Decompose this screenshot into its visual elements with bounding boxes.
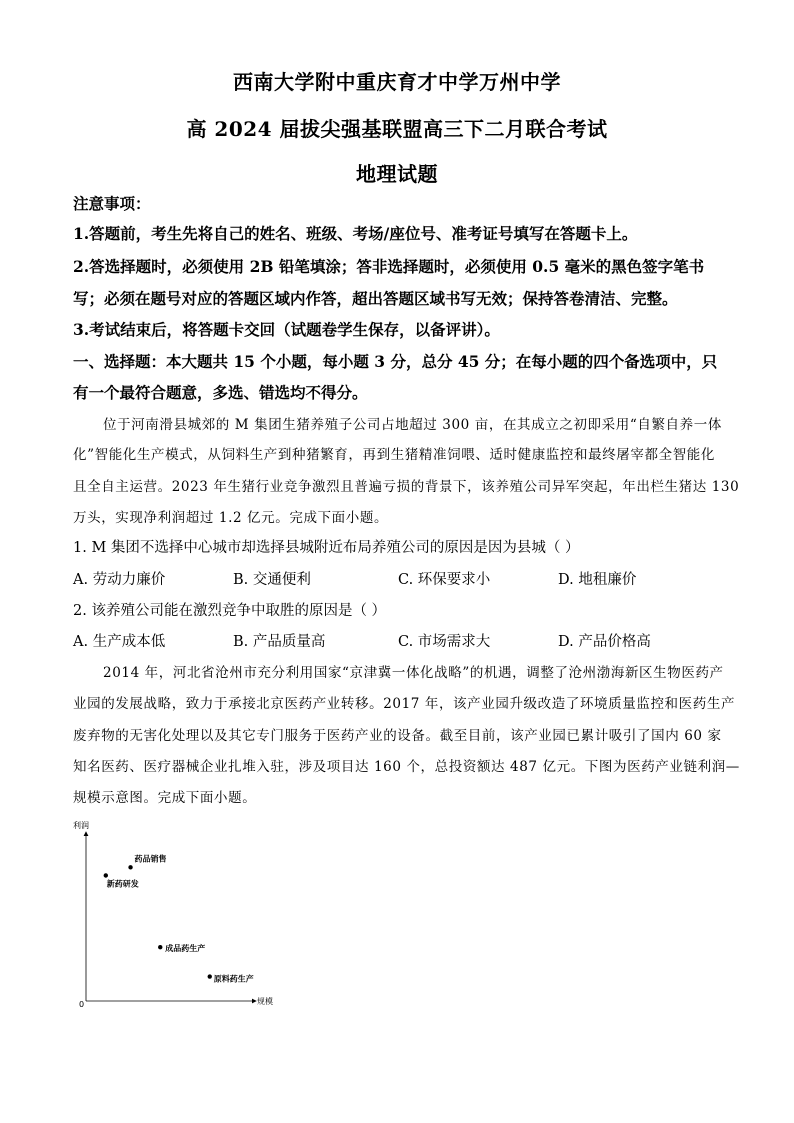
data-point-label: 新药研发 — [106, 879, 139, 889]
notice-heading: 注意事项： — [73, 194, 151, 213]
profit-scale-chart — [73, 818, 293, 1013]
q2-option-c: C. 市场需求大 — [398, 634, 491, 650]
q2-option-d: D. 产品价格高 — [558, 634, 651, 650]
school-names: 西南大学附中重庆育才中学万州中学 — [233, 70, 561, 94]
passage1-line: 位于河南滑县城郊的 M 集团生猪养殖子公司占地超过 300 亩，在其成立之初即采用“自繁自养一体 — [103, 417, 722, 433]
notice-item-1: 1.答题前，考生先将自己的姓名、班级、考场/座位号、准考证号填写在答题卡上。 — [73, 224, 638, 243]
question-1-stem: 1. M 集团不选择中心城市却选择县城附近布局养殖公司的原因是因为县城（ ） — [73, 540, 580, 556]
notice-item-3: 3.考试结束后，将答题卡交回（试题卷学生保存，以备评讲）。 — [73, 320, 500, 339]
passage2-line: 2014 年，河北省沧州市充分利用国家“京津冀一体化战略”的机遇，调整了沧州渤海新区生物医药产 — [103, 665, 724, 681]
q1-option-b: B. 交通便利 — [233, 572, 311, 588]
passage2-line: 废弃物的无害化处理以及其它专门服务于医药产业的设备。截至目前，该产业园已累计吸引了国内 60 家 — [73, 728, 722, 744]
passage1-line: 万头，实现净利润超过 1.2 亿元。完成下面小题。 — [73, 510, 389, 526]
passage1-line: 且全自主运营。2023 年生猪行业竞争激烈且普遍亏损的背景下，该养殖公司异军突起，年出栏生猪达 130 — [73, 479, 740, 495]
data-point-label: 原料药生产 — [213, 974, 254, 984]
passage2-line: 业园的发展战略，致力于承接北京医药产业转移。2017 年，该产业园升级改造了环境质量监控和医药生产 — [73, 696, 736, 712]
q1-option-c: C. 环保要求小 — [398, 572, 491, 588]
y-axis-label: 利润 — [73, 821, 89, 830]
q1-option-d: D. 地租廉价 — [558, 572, 637, 588]
notice-item-2b: 写；必须在题号对应的答题区域内作答，超出答题区域书写无效；保持答卷清洁、完整。 — [73, 289, 678, 308]
q1-option-a: A. 劳动力廉价 — [73, 572, 166, 588]
q2-option-a: A. 生产成本低 — [73, 634, 166, 650]
data-point — [158, 945, 162, 949]
q2-option-b: B. 产品质量高 — [233, 634, 326, 650]
data-point — [128, 865, 132, 869]
data-point — [208, 974, 212, 978]
x-axis-label: 规模 — [257, 997, 273, 1006]
passage2-line: 规模示意图。完成下面小题。 — [73, 790, 257, 806]
exam-title: 高 2024 届拔尖强基联盟高三下二月联合考试 — [186, 117, 608, 141]
passage2-line: 知名医药、医疗器械企业扎堆入驻，涉及项目达 160 个，总投资额达 487 亿元。下图为医药产业链利润— — [73, 759, 740, 775]
section-heading-2: 有一个最符合题意，多选、错选均不得分。 — [73, 383, 368, 402]
question-2-stem: 2. 该养殖公司能在激烈竞争中取胜的原因是（ ） — [73, 603, 387, 619]
section-heading-1: 一、选择题：本大题共 15 个小题，每小题 3 分，总分 45 分；在每小题的四个备选项中，只 — [73, 352, 718, 371]
subject-title: 地理试题 — [356, 162, 438, 186]
data-point-label: 成品药生产 — [165, 944, 206, 954]
data-point — [104, 873, 108, 877]
data-point-label: 药品销售 — [134, 854, 167, 864]
origin-label: 0 — [79, 1000, 85, 1009]
passage1-line: 化”智能化生产模式，从饲料生产到种猪繁育，再到生猪精准饲喂、适时健康监控和最终屠宰都全智能化 — [73, 447, 715, 463]
notice-item-2a: 2.答选择题时，必须使用 2B 铅笔填涂；答非选择题时，必须使用 0.5 毫米的黑色签字笔书 — [73, 257, 705, 276]
